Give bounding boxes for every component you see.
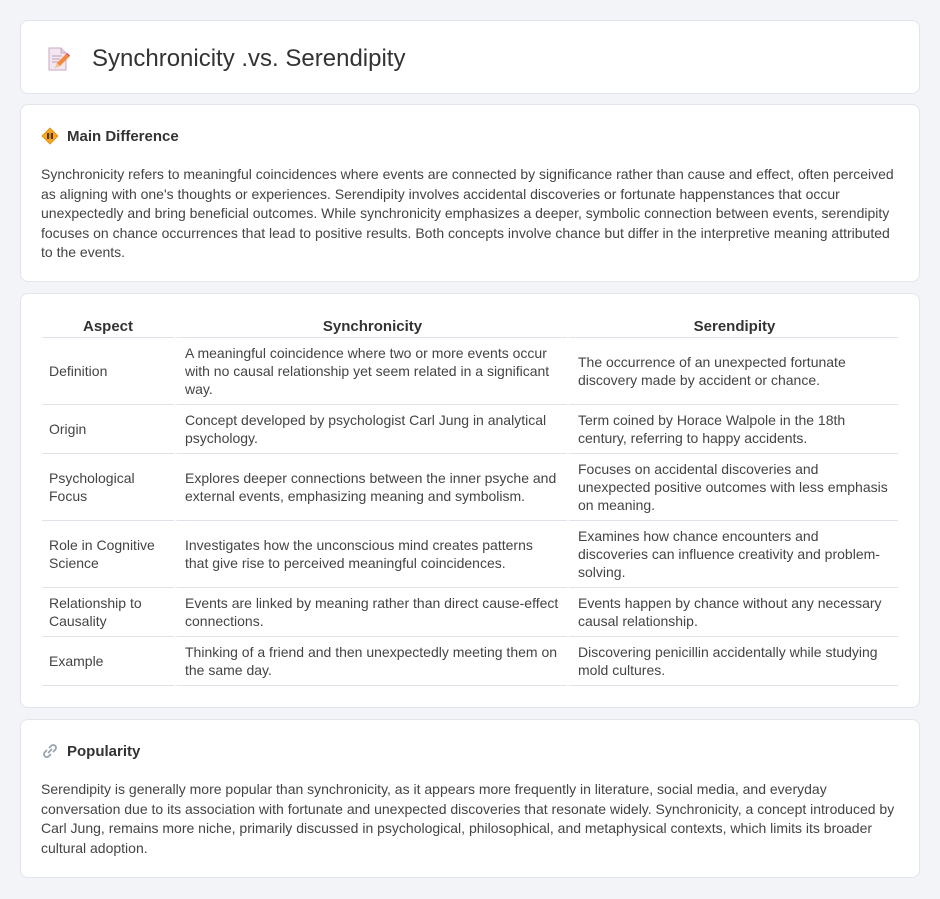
cell-aspect: Definition <box>42 338 174 405</box>
popularity-card <box>20 719 920 878</box>
cell-synchronicity: Explores deeper connections between the inner psyche and external events, emphasizing meaning and symbolism. <box>174 454 567 521</box>
table-row <box>42 454 898 521</box>
main-difference-card <box>20 104 920 282</box>
cell-serendipity: Discovering penicillin accidentally while studying mold cultures. <box>567 637 898 686</box>
main-difference-text: Synchronicity refers to meaningful coincidences where events are connected by significance rather than cause and effect, often perceived as aligning with one's thoughts or experiences. Serendipity involves accidental discoveries or fortunate happenstances that occur unexpectedly and bring beneficial outcomes. While synchronicity emphasizes a deeper, symbolic connection between events, serendipity focuses on chance occurrences that lead to positive results. Both concepts involve chance but differ in the interpretive meaning attributed to the events. <box>41 166 894 260</box>
table-row <box>42 588 898 637</box>
cell-synchronicity: Events are linked by meaning rather than direct cause-effect connections. <box>174 588 567 637</box>
table-row <box>42 338 898 405</box>
table-header-row <box>42 316 898 338</box>
popularity-title: Popularity <box>67 742 141 760</box>
header-aspect: Aspect <box>42 316 174 338</box>
document-edit-icon <box>46 46 70 72</box>
cell-synchronicity: Investigates how the unconscious mind creates patterns that give rise to perceived meaningful coincidences. <box>174 521 567 588</box>
table-row <box>42 405 898 454</box>
title-row <box>46 45 405 73</box>
comparison-card <box>20 293 920 708</box>
table-row <box>42 637 898 686</box>
popularity-text: Serendipity is generally more popular than synchronicity, as it appears more frequently in literature, social media, and everyday conversation due to its association with fortunate and unexpected discoveries that resonate widely. Synchronicity, a concept introduced by Carl Jung, remains more niche, primarily discussed in psychological, philosophical, and metaphysical contexts, which limits its broader cultural adoption. <box>41 781 895 856</box>
table-row <box>42 521 898 588</box>
main-difference-header <box>41 127 179 145</box>
page-title: Synchronicity .vs. Serendipity <box>92 45 406 72</box>
cell-serendipity: Term coined by Horace Walpole in the 18th century, referring to happy accidents. <box>567 405 898 454</box>
cell-synchronicity: Concept developed by psychologist Carl Jung in analytical psychology. <box>174 405 567 454</box>
cell-serendipity: Examines how chance encounters and discoveries can influence creativity and problem-solving. <box>567 521 898 588</box>
header-serendipity: Serendipity <box>567 316 898 338</box>
main-difference-title: Main Difference <box>67 127 179 145</box>
cell-aspect: Role in Cognitive Science <box>42 521 174 588</box>
header-card <box>20 20 920 94</box>
cell-aspect: Psychological Focus <box>42 454 174 521</box>
cell-aspect: Origin <box>42 405 174 454</box>
cell-aspect: Example <box>42 637 174 686</box>
cell-aspect: Relationship to Causality <box>42 588 174 637</box>
comparison-table <box>42 316 898 686</box>
cell-synchronicity: A meaningful coincidence where two or more events occur with no causal relationship yet seem related in a significant way. <box>174 338 567 405</box>
cell-serendipity: Focuses on accidental discoveries and unexpected positive outcomes with less emphasis on meaning. <box>567 454 898 521</box>
cell-synchronicity: Thinking of a friend and then unexpectedly meeting them on the same day. <box>174 637 567 686</box>
cell-serendipity: Events happen by chance without any necessary causal relationship. <box>567 588 898 637</box>
link-icon <box>41 742 59 760</box>
cell-serendipity: The occurrence of an unexpected fortunate discovery made by accident or chance. <box>567 338 898 405</box>
diamond-sign-icon <box>41 127 59 145</box>
popularity-header <box>41 742 140 760</box>
header-synchronicity: Synchronicity <box>174 316 567 338</box>
